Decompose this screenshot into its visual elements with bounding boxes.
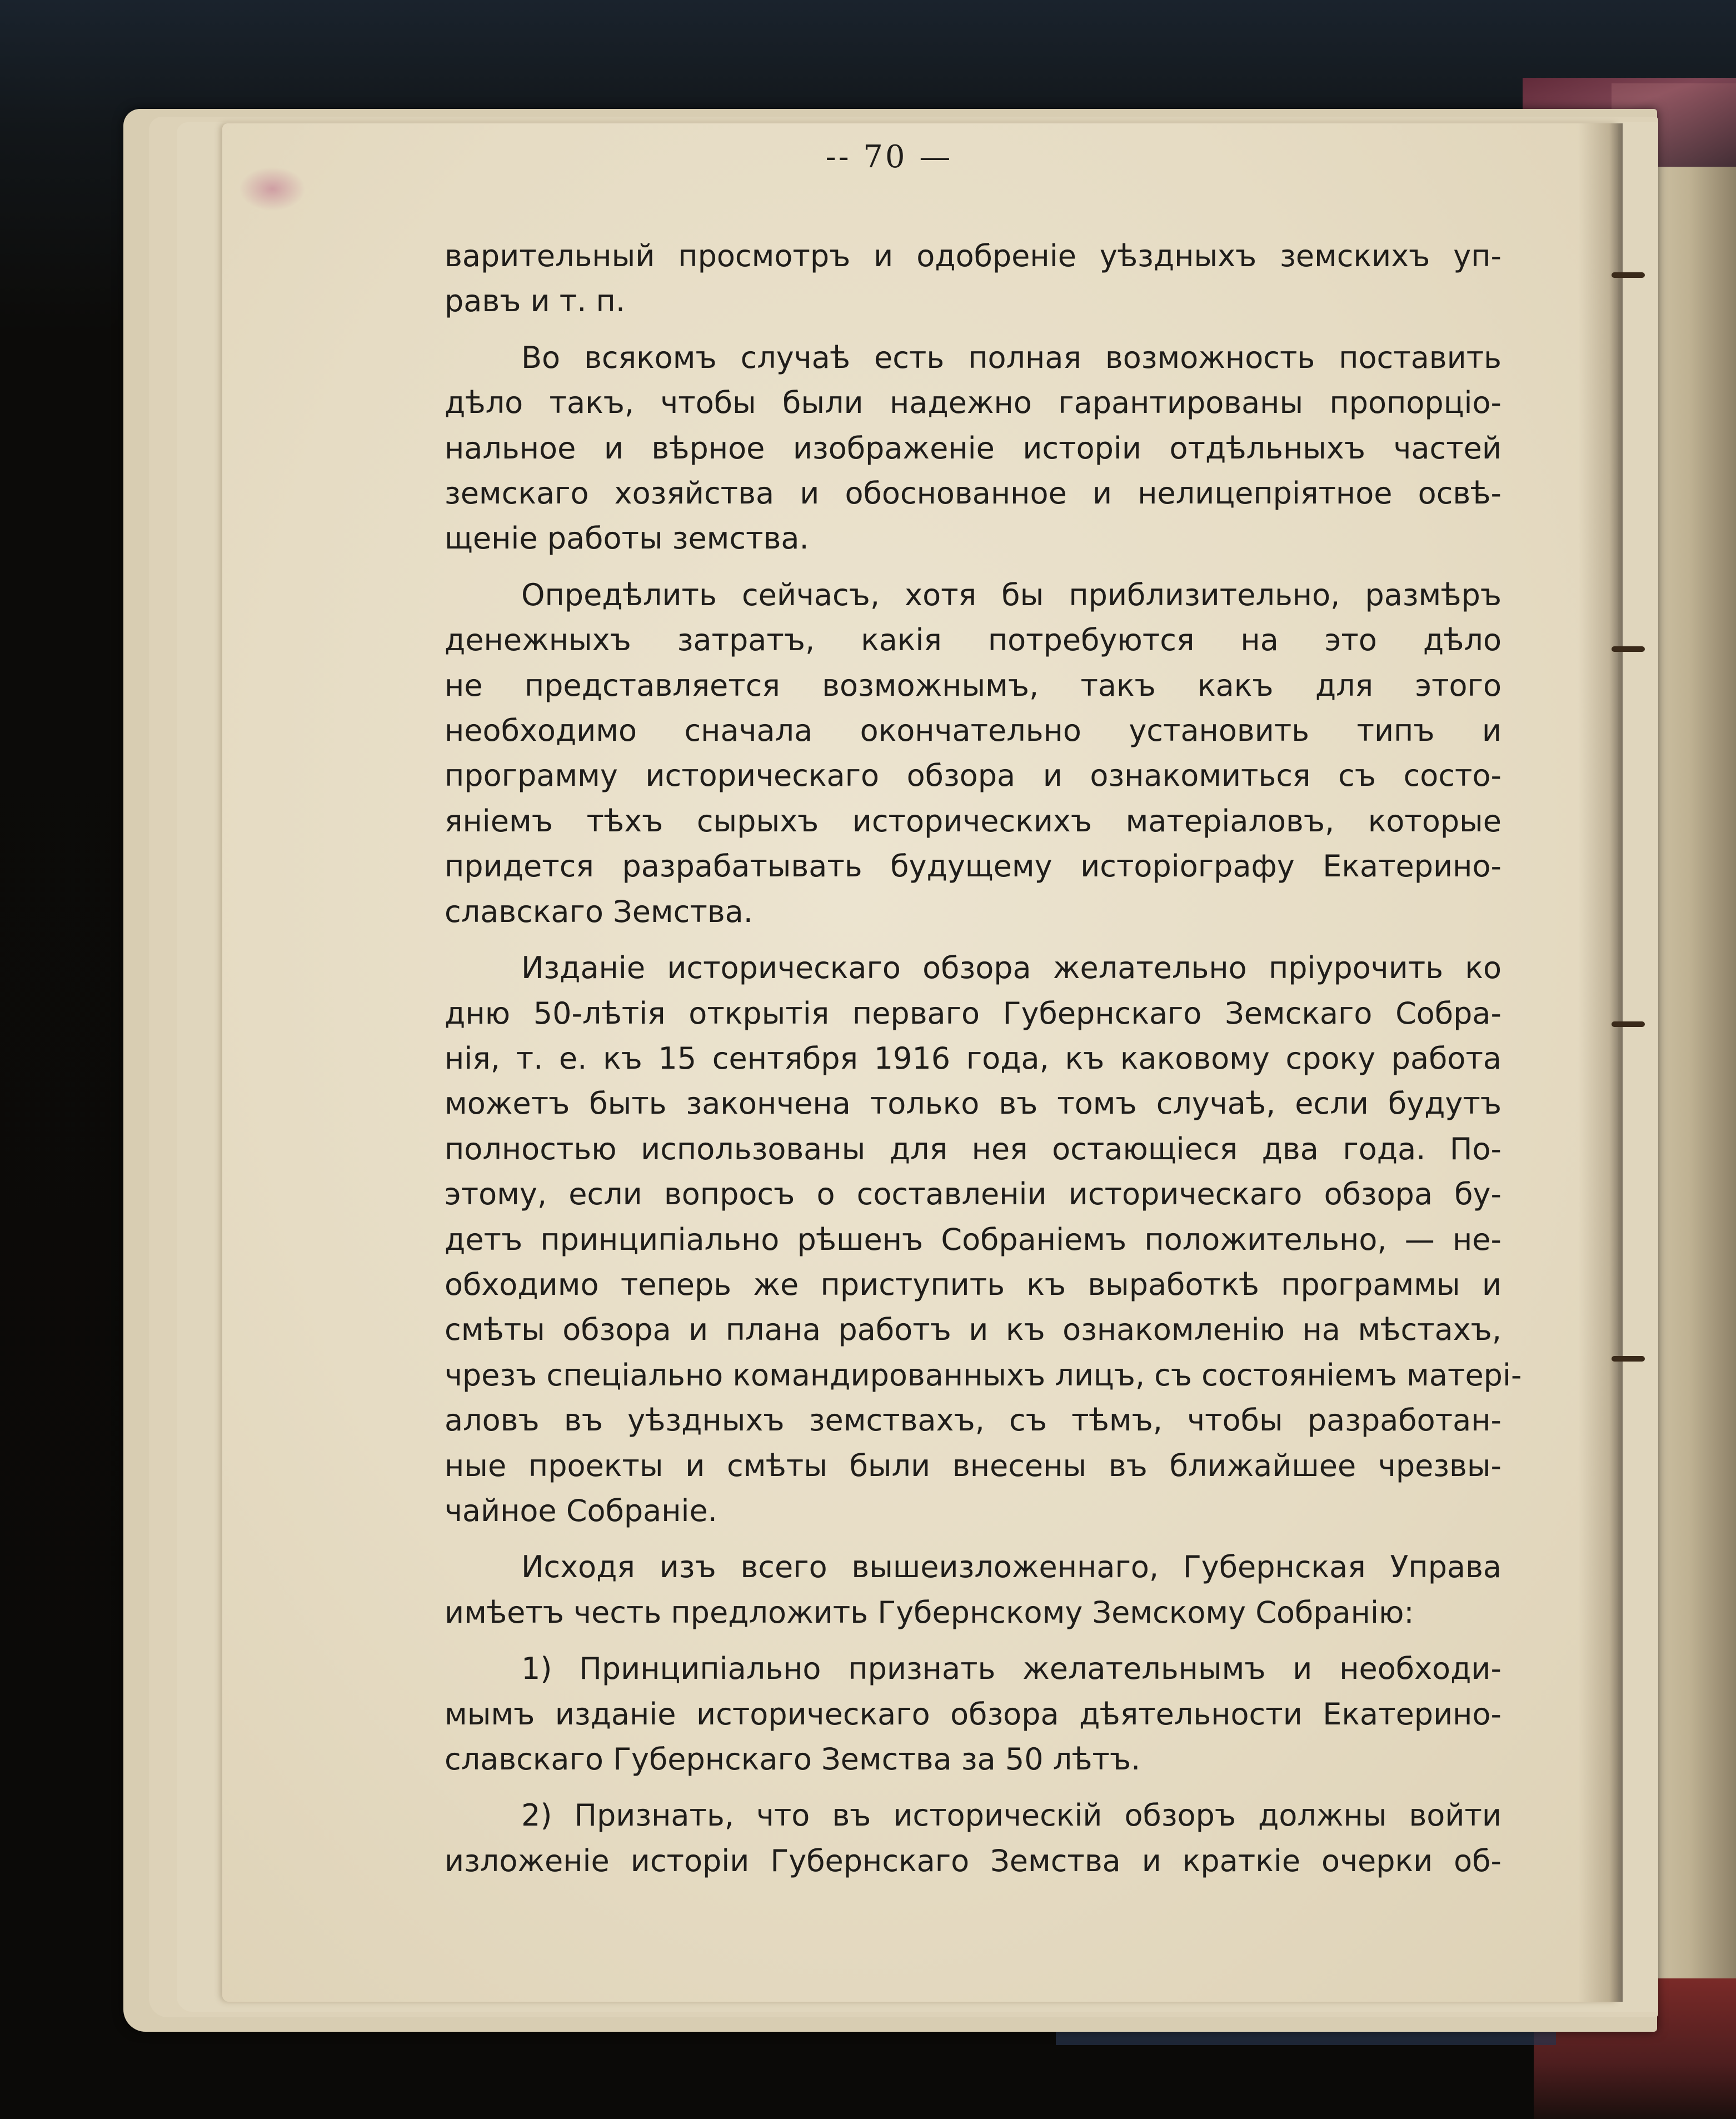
text-line: 1) Принципіально признать желательнымъ и необходи- — [521, 1651, 1501, 1687]
text-line: можетъ быть закончена только въ томъ случаѣ, если будутъ — [445, 1086, 1501, 1121]
binding-thread — [1612, 1356, 1645, 1362]
text-line: аловъ въ уѣздныхъ земствахъ, съ тѣмъ, чтобы разработан- — [445, 1403, 1501, 1438]
text-line: щеніе работы земства. — [445, 521, 809, 556]
text-line: варительный просмотръ и одобреніе уѣздныхъ земскихъ уп- — [445, 238, 1501, 273]
text-line: придется разрабатывать будущему исторіографу Екатерино- — [445, 849, 1501, 884]
ink-stain — [239, 167, 306, 211]
page-number: -- 70 — — [825, 139, 953, 175]
text-line: Во всякомъ случаѣ есть полная возможность поставить — [521, 340, 1501, 375]
paragraph — [445, 572, 1501, 934]
text-line: славскаго Губернскаго Земства за 50 лѣтъ. — [445, 1742, 1141, 1777]
paragraph — [445, 1793, 1501, 1883]
text-line: яніемъ тѣхъ сырыхъ историческихъ матеріаловъ, которые — [445, 803, 1501, 839]
text-line: ные проекты и смѣты были внесены въ ближайшее чрезвы- — [445, 1448, 1501, 1483]
text-line: смѣты обзора и плана работъ и къ ознакомленію на мѣстахъ, — [445, 1312, 1501, 1348]
text-line: имѣетъ честь предложить Губернскому Земскому Собранію: — [445, 1594, 1414, 1630]
binding-thread — [1612, 1021, 1645, 1027]
text-line: чайное Собраніе. — [445, 1493, 717, 1528]
binding-thread — [1612, 272, 1645, 278]
binding-thread — [1612, 646, 1645, 652]
text-line: необходимо сначала окончательно установить типъ и — [445, 713, 1501, 749]
text-line: славскаго Земства. — [445, 894, 753, 929]
text-line: Исходя изъ всего вышеизложеннаго, Губернская Управа — [521, 1549, 1501, 1585]
paragraph — [445, 1646, 1501, 1782]
text-line: 2) Признать, что въ историческій обзоръ должны войти — [521, 1798, 1501, 1833]
text-line: денежныхъ затратъ, какія потребуются на это дѣло — [445, 622, 1501, 658]
text-line: полностью использованы для нея остающіеся два года. По- — [445, 1131, 1501, 1166]
paragraph — [445, 945, 1522, 1533]
text-line: нальное и вѣрное изображеніе исторіи отдѣльныхъ частей — [445, 430, 1501, 466]
text-line: дню 50-лѣтія открытія перваго Губернскаго Земскаго Собра- — [445, 995, 1501, 1031]
text-line: детъ принципіально рѣшенъ Собраніемъ положительно, — не- — [445, 1221, 1501, 1257]
text-line: не представляется возможнымъ, такъ какъ для этого — [445, 667, 1501, 703]
text-line: равъ и т. п. — [445, 283, 626, 319]
page-text — [445, 233, 1522, 1894]
page-gutter-shadow — [1578, 123, 1623, 2002]
text-line: Опредѣлить сейчасъ, хотя бы приблизительно, размѣръ — [521, 577, 1501, 612]
text-line: этому, если вопросъ о составленіи историческаго обзора бу- — [445, 1176, 1501, 1212]
paragraph — [445, 233, 1501, 324]
text-line: Изданіе историческаго обзора желательно пріурочить ко — [521, 950, 1501, 986]
text-line: мымъ изданіе историческаго обзора дѣятельности Екатерино- — [445, 1696, 1501, 1732]
text-line: нія, т. е. къ 15 сентября 1916 года, къ каковому сроку работа — [445, 1040, 1501, 1076]
paragraph — [445, 335, 1501, 561]
text-line: чрезъ спеціально командированныхъ лицъ, съ состояніемъ матері- — [445, 1357, 1522, 1393]
text-line: дѣло такъ, чтобы были надежно гарантированы пропорціо- — [445, 385, 1501, 421]
text-line: земскаго хозяйства и обоснованное и нелицепріятное освѣ- — [445, 476, 1501, 511]
paragraph — [445, 1544, 1501, 1635]
text-line: программу историческаго обзора и ознакомиться съ состо- — [445, 758, 1501, 794]
text-line: обходимо теперь же приступить къ выработкѣ программы и — [445, 1267, 1501, 1302]
text-line: изложеніе исторіи Губернскаго Земства и краткіе очерки об- — [445, 1843, 1501, 1878]
